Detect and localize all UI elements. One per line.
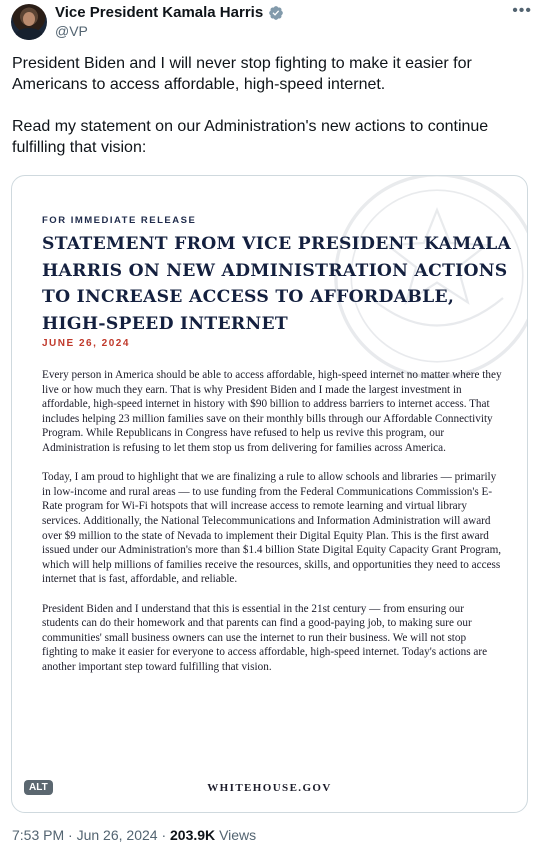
tweet-time[interactable]: 7:53 PM [12, 827, 65, 843]
tweet-date[interactable]: Jun 26, 2024 [76, 827, 158, 843]
meta-separator: · [161, 827, 171, 843]
tweet-paragraph: Read my statement on our Administration's new actions to continue fulfilling that vision: [12, 118, 489, 156]
statement-date: JUNE 26, 2024 [42, 338, 130, 349]
verified-badge-icon [268, 5, 284, 21]
tweet-meta [12, 827, 256, 843]
more-options-icon[interactable]: ••• [512, 2, 532, 19]
statement-paragraph: President Biden and I understand that this is essential in the 21st century — from ensuring our students can do their homework and that parents can find a good-paying job, to making sure our communities' small business owners can use the internet to run their business. We will not stop fighting to make it easier for everyone to access affordable, high-speed internet. Today's actions are another important step toward fulfilling that vision. [42, 602, 488, 673]
tweet-text [12, 53, 532, 179]
alt-text-badge[interactable]: ALT [24, 780, 53, 795]
statement-image[interactable] [11, 175, 528, 813]
statement-paragraph: Every person in America should be able to access affordable, high-speed internet no matter where they live or how much they earn. That is why President Biden and I made the largest investment in affordable, high-speed internet in history with $90 billion to address barriers to internet access. That includes helping 23 million families save on their monthly bills through our Affordable Connectivity Program. While Republicans in Congress have refused to help us revive this program, our Administration is refusing to let them stop us from delivering for families across America. [42, 369, 502, 454]
release-label: FOR IMMEDIATE RELEASE [42, 215, 197, 226]
statement-headline: STATEMENT FROM VICE PRESIDENT KAMALA HARRIS ON NEW ADMINISTRATION ACTIONS TO INCREASE ACCESS TO AFFORDABLE, HIGH-SPEED INTERNET [42, 234, 512, 334]
meta-separator: · [68, 827, 77, 843]
avatar-body [15, 28, 43, 40]
statement-body [42, 368, 502, 689]
views-label: Views [219, 827, 257, 843]
statement-paragraph: Today, I am proud to highlight that we are finalizing a rule to allow schools and libraries — primarily in low-income and rural areas — to use funding from the Federal Communications Commission's E-Rate program for Wi-Fi hotspots that will increase access to remote learning and virtual library services. Additionally, the National Telecommunications and Information Administration will award over $9 million to the state of Nevada to implement their Digital Equity Plan. This is the first award issued under our Administration's more than $1.4 billion State Digital Equity Capacity Grant Program, which will help millions of families receive the resources, skills, and opportunities they need to access internet that is fast, affordable, and reliable. [42, 471, 502, 586]
tweet-paragraph: President Biden and I will never stop fighting to make it easier for Americans to access affordable, high-speed internet. [12, 55, 472, 93]
author-handle[interactable]: @VP [55, 23, 88, 39]
whitehouse-gov-label: WHITEHOUSE.GOV [207, 782, 332, 794]
views-count: 203.9K [170, 827, 216, 843]
avatar-face [23, 12, 35, 26]
author-name-row [55, 4, 284, 21]
author-name[interactable]: Vice President Kamala Harris [55, 4, 264, 21]
avatar[interactable] [11, 4, 47, 40]
